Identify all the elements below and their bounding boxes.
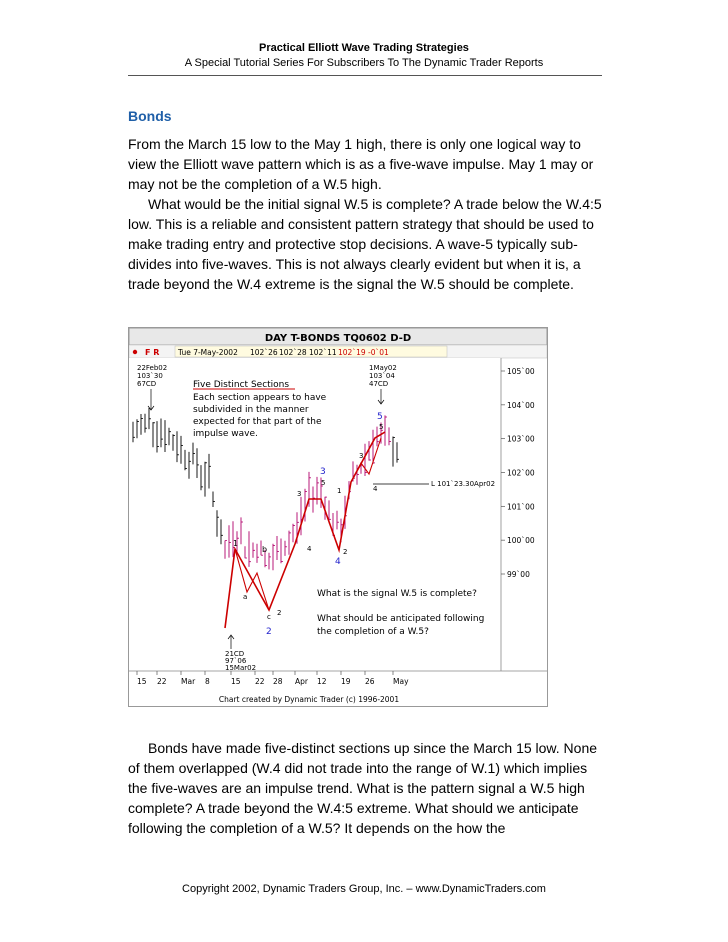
wave-label-3-sub: 3 — [359, 452, 364, 460]
y-tick-label: 102`00 — [507, 468, 535, 478]
wave-label-1-small: 1 — [337, 487, 342, 495]
low-annot-price: 97`06 — [225, 657, 247, 665]
chart-info-symbol: F R — [145, 348, 160, 357]
wave-label-3: 3 — [320, 467, 326, 477]
document-title: Practical Elliott Wave Trading Strategies — [259, 42, 469, 54]
high-annot-cd: 67CD — [137, 380, 157, 388]
y-tick-label: 104`00 — [507, 400, 535, 410]
may-annot-price: 103`04 — [369, 372, 395, 380]
question-2-line-2: the completion of a W.5? — [317, 627, 429, 637]
chart-info-change: -0`01 — [368, 348, 389, 357]
wave-label-2: 2 — [266, 627, 272, 637]
wave-label-5-sub: 5 — [321, 479, 326, 487]
y-axis — [501, 367, 535, 579]
x-tick-label: 22 — [157, 677, 167, 686]
x-tick-label: 12 — [317, 677, 327, 686]
paragraph-2 — [128, 194, 603, 294]
paragraph-2-text: What would be the initial signal W.5 is complete? A trade below the W.4:5 low. This is a reliable and consistent pattern strategy that should be used to make trading entry and protective stop decisions. A wave-5 typically sub-divides into five-waves. This is not always clearly evident but when it is, a trade beyond the W.4 extreme is the signal the W.5 should be complete. — [128, 196, 602, 292]
note-line-3: expected for that part of the — [193, 417, 322, 427]
price-chart — [128, 327, 548, 707]
x-tick-label: 15 — [137, 677, 147, 686]
chart-info-open: 102`26 — [250, 348, 278, 357]
low-level-label: L 101`23.30Apr02 — [431, 480, 496, 488]
plot-background — [129, 358, 501, 671]
x-tick-label: 19 — [341, 677, 351, 686]
low-annot-cd: 21CD — [225, 650, 245, 658]
wave-label-c: c — [267, 613, 271, 621]
wave-label-2-small: 2 — [277, 609, 282, 617]
x-tick-label: Apr — [295, 677, 308, 686]
note-title: Five Distinct Sections — [193, 380, 290, 390]
wave-label-3-small: 3 — [297, 490, 302, 498]
y-tick-label: 103`00 — [507, 434, 535, 444]
high-annot-date: 22Feb02 — [137, 364, 168, 372]
low-annot-date: 15Mar02 — [225, 664, 257, 672]
paragraph-3 — [128, 738, 603, 838]
chart-info-low: 102`11 — [309, 348, 337, 357]
y-tick-label: 101`00 — [507, 502, 535, 512]
may-annot-date: 1May02 — [369, 364, 397, 372]
high-annot-price: 103`30 — [137, 372, 163, 380]
wave-label-1: 1 — [233, 539, 239, 548]
note-line-2: subdivided in the manner — [193, 405, 309, 415]
footer-copyright: Copyright 2002, Dynamic Traders Group, Inc. – www.DynamicTraders.com — [182, 883, 546, 895]
wave-label-4: 4 — [335, 557, 341, 567]
wave-label-5: 5 — [377, 412, 383, 422]
y-tick-label: 100`00 — [507, 536, 535, 546]
section-heading: Bonds — [128, 108, 172, 124]
plot-area — [129, 358, 547, 671]
header-divider — [128, 75, 602, 76]
x-tick-label: 8 — [205, 677, 210, 686]
wave-label-a: a — [243, 593, 248, 601]
paragraph-3-text: Bonds have made five-distinct sections up since the March 15 low. None of them overlapped (W.4 did not trade into the range of W.1) which implies the five-waves are an impulse trend. What is the pattern signal a W.5 high complete? A trade beyond the W.4:5 extreme. What should we anticipate following the completion of a W.5? It depends on the how the — [128, 740, 598, 836]
x-axis — [137, 671, 409, 686]
wave-label-4-small: 4 — [307, 545, 312, 553]
chart-title: DAY T-BONDS TQ0602 D-D — [264, 333, 412, 344]
chart-info-close: 102`19 — [338, 348, 366, 357]
record-icon — [133, 350, 137, 354]
wave-label-2-sub: 2 — [343, 548, 348, 556]
wave-label-5-small: 5 — [379, 423, 384, 431]
note-line-1: Each section appears to have — [193, 393, 327, 403]
chart-info-high: 102`28 — [279, 348, 307, 357]
chart-credit: Chart created by Dynamic Trader (c) 1996-2001 — [218, 695, 400, 704]
chart-info-date: Tue 7-May-2002 — [178, 348, 238, 357]
question-1: What is the signal W.5 is complete? — [317, 589, 477, 599]
wave-label-4-sub: 4 — [373, 485, 378, 493]
document-subtitle: A Special Tutorial Series For Subscribers To The Dynamic Trader Reports — [184, 57, 544, 69]
x-tick-label: 15 — [231, 677, 241, 686]
note-line-4: impulse wave. — [193, 429, 258, 439]
x-tick-label: May — [393, 677, 409, 686]
y-tick-label: 99`00 — [507, 570, 530, 579]
x-tick-label: 26 — [365, 677, 375, 686]
wave-label-b: b — [262, 545, 268, 554]
paragraph-1: From the March 15 low to the May 1 high, there is only one logical way to view the Elliott wave pattern which is as a five-wave impulse. May 1 may or may not be the completion of a W.5 high. — [128, 136, 594, 192]
x-tick-label: 28 — [273, 677, 283, 686]
y-tick-label: 105`00 — [507, 367, 535, 376]
x-tick-label: Mar — [181, 677, 196, 686]
x-tick-label: 22 — [255, 677, 265, 686]
question-2-line-1: What should be anticipated following — [317, 614, 485, 624]
may-annot-cd: 47CD — [369, 380, 389, 388]
